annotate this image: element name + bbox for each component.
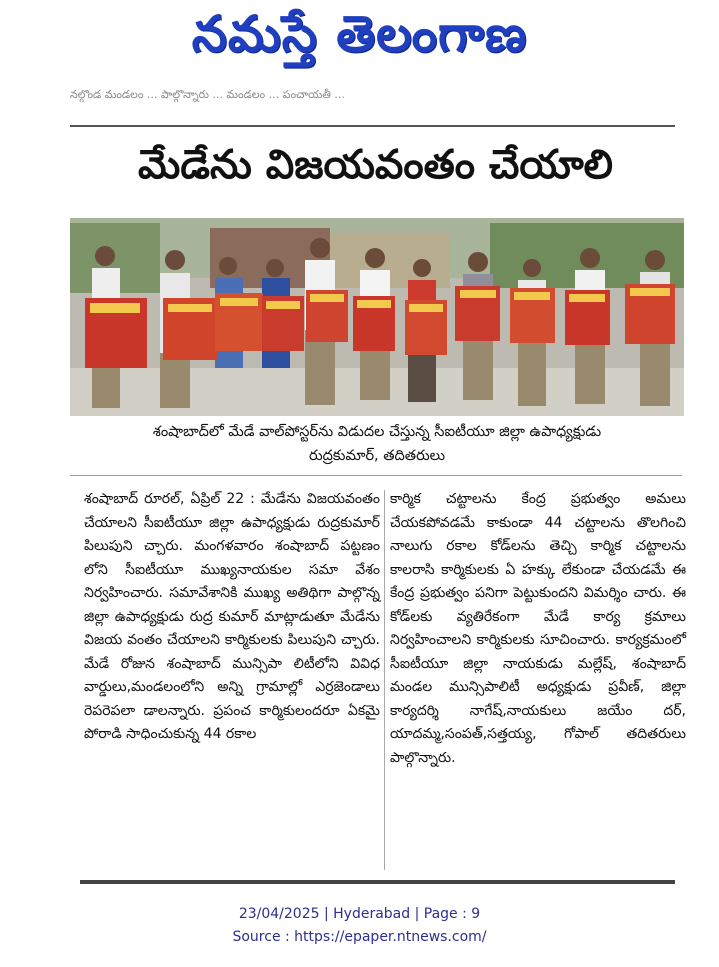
photo-caption bbox=[70, 420, 684, 468]
footer-source-line: Source : https://epaper.ntnews.com/ bbox=[232, 929, 487, 945]
divider bbox=[80, 880, 675, 884]
article-column-right bbox=[390, 488, 686, 770]
divider bbox=[70, 475, 682, 476]
article-body-right: కార్మిక చట్టాలను కేంద్ర ప్రభుత్వం అమలు చేయకపోవడమే కాకుండా 44 చట్టాలను తొలగించి నాలుగు రకాల కోడ్‌లను తెచ్చి కార్మిక చట్టాలను కాలరాసి కార్మికులకు ఏ హక్కు లేకుండా చేయడమే ఈ కేంద్ర ప్రభుత్వం పనిగా పెట్టుకుందని విమర్శిం చారు. ఈ కోడ్‌లకు వ్యతిరేకంగా మేడే కార్య క్రమాలు నిర్వహించాలని కార్మికులకు సూచించారు. కార్యక్రమంలో సీఐటీయూ జిల్లా నాయకుడు మల్లేష్, శంషాబాద్ మండల మున్సిపాలిటీ అధ్యక్షుడు ప్రవీణ్, జిల్లా కార్యదర్శి నాగేష్,నాయకులు జయేం దర్, యాదమ్మ,సంపత్,సత్తయ్య, గోపాల్ తదితరులు పాల్గొన్నారు. bbox=[390, 491, 686, 766]
caption-line-2: రుద్రకుమార్, తదితరులు bbox=[309, 448, 445, 464]
top-strip-text: నల్గొండ మండలం ... పాల్గొన్నారు ... మండలం ... పంచాయతీ ... bbox=[70, 88, 345, 101]
article-body-left: శంషాబాద్ రూరల్, ఏప్రిల్ 22 : మేడేను విజయవంతం చేయాలని సీఐటీయూ జిల్లా ఉపాధ్యక్షుడు రుద్రకుమార్ పిలుపుని చ్చారు. మంగళవారం శంషాబాద్ పట్టణం లోని సీఐటీయూ ముఖ్యనాయకుల సమా వేశం నిర్వహించారు. సమావేశానికి ముఖ్య అతిథిగా పాల్గొన్న జిల్లా ఉపాధ్యక్షుడు రుద్ర కుమార్ మాట్లాడుతూ మేడేను విజయ వంతం చేయాలని కార్మికులకు పిలుపుని చ్చారు. మేడే రోజున శంషాబాద్ మున్సిపా లిటీలోని వివిధ వార్డులు,మండలంలోని అన్ని గ్రామాల్లో ఎర్రజెండాలు రెపరెపలా డాలన్నారు. ప్రపంచ కార్మికులందరూ ఏకమై పోరాడి సాధించుకున్న 44 రకాల bbox=[84, 491, 380, 742]
caption-line-1: శంషాబాద్‌లో మేడే వాల్‌పోస్టర్‌ను విడుదల చేస్తున్న సీఐటీయూ జిల్లా ఉపాధ్యక్షుడు bbox=[152, 424, 602, 440]
column-divider bbox=[384, 490, 385, 870]
footer-date-line: 23/04/2025 | Hyderabad | Page : 9 bbox=[238, 906, 481, 922]
article-photo bbox=[70, 218, 684, 416]
divider bbox=[70, 125, 675, 127]
masthead-title: నమస్తే తెలంగాణ bbox=[191, 4, 528, 63]
article-headline: మేడేను విజయవంతం చేయాలి bbox=[138, 142, 613, 188]
article-column-left bbox=[84, 488, 380, 747]
masthead bbox=[0, 0, 719, 80]
